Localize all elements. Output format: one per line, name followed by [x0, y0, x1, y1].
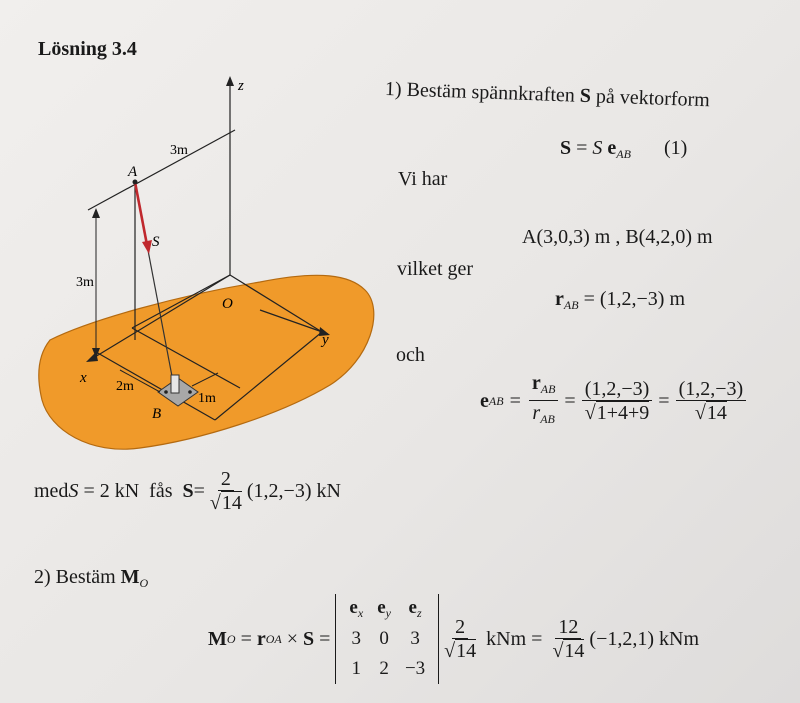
med-line: med S = 2 kN fås S = $\frac{2}{√14}$ (1,2,−3) kN	[34, 468, 341, 514]
eq-moment: M O = r OA × S = $e_x$ $e_y$ $e_z$ 3 0 3 1 2 −3 $\frac{2}{√14}$ kNm = $\frac{12}{√14}$ (−1,2,1) kNm	[208, 594, 699, 684]
dim-3m-height: 3m	[76, 275, 94, 290]
frac-sqrt14: $\frac{(1,2,-3)}{√14}$	[676, 378, 747, 425]
dim-2m: 2m	[116, 379, 134, 394]
frac-sqrt-sum: $\frac{(1,2,-3)}{√1+4+9}$	[582, 378, 653, 425]
step2-title: 2) Bestäm $M_O$	[34, 566, 149, 590]
frac-r-over-r: $\frac{r_{AB}}{r_{AB}}$	[529, 372, 559, 431]
dim-3m-top: 3m	[170, 143, 188, 158]
ground-area	[39, 275, 374, 449]
step1-title: 1) Bestäm spännkraften S på vektorform	[384, 78, 711, 112]
solution-heading: Lösning 3.4	[38, 38, 137, 60]
eq-e-AB: e AB = $\frac{r_{AB}}{r_{AB}}$ = $\frac{(1,2,-3)}{√1+4+9}$ = $\frac{(1,2,-3)}{√14}$	[480, 372, 748, 431]
dim-1m: 1m	[198, 391, 216, 406]
frac-12-sqrt14: $\frac{12}{√14}$	[552, 615, 585, 662]
y-axis-label: y	[322, 332, 329, 348]
points-AB: A(3,0,3) m , B(4,2,0) m	[522, 226, 713, 248]
force-S-label: S	[152, 234, 160, 250]
origin-label: O	[222, 296, 233, 312]
determinant-matrix: $e_x$ $e_y$ $e_z$ 3 0 3 1 2 −3	[335, 594, 439, 684]
force-S-arrow	[135, 182, 147, 245]
x-axis-label: x	[80, 370, 87, 386]
vilket-ger-text: vilket ger	[397, 258, 474, 280]
frac-2-sqrt14-b: $\frac{2}{√14}$	[444, 615, 477, 662]
vi-har-text: Vi har	[398, 168, 448, 190]
eq-S-vector: S = S $e_{AB}$ (1)	[560, 137, 688, 161]
point-A-label: A	[128, 164, 138, 180]
statics-figure	[30, 70, 390, 450]
och-text: och	[396, 344, 425, 366]
eq-r-AB: $r_{AB} = (1,2,-3)$ m	[555, 288, 685, 312]
z-axis-label: z	[238, 78, 244, 94]
frac-2-sqrt14: $\frac{2}{√14}$	[209, 468, 242, 514]
point-B-label: B	[152, 406, 162, 422]
